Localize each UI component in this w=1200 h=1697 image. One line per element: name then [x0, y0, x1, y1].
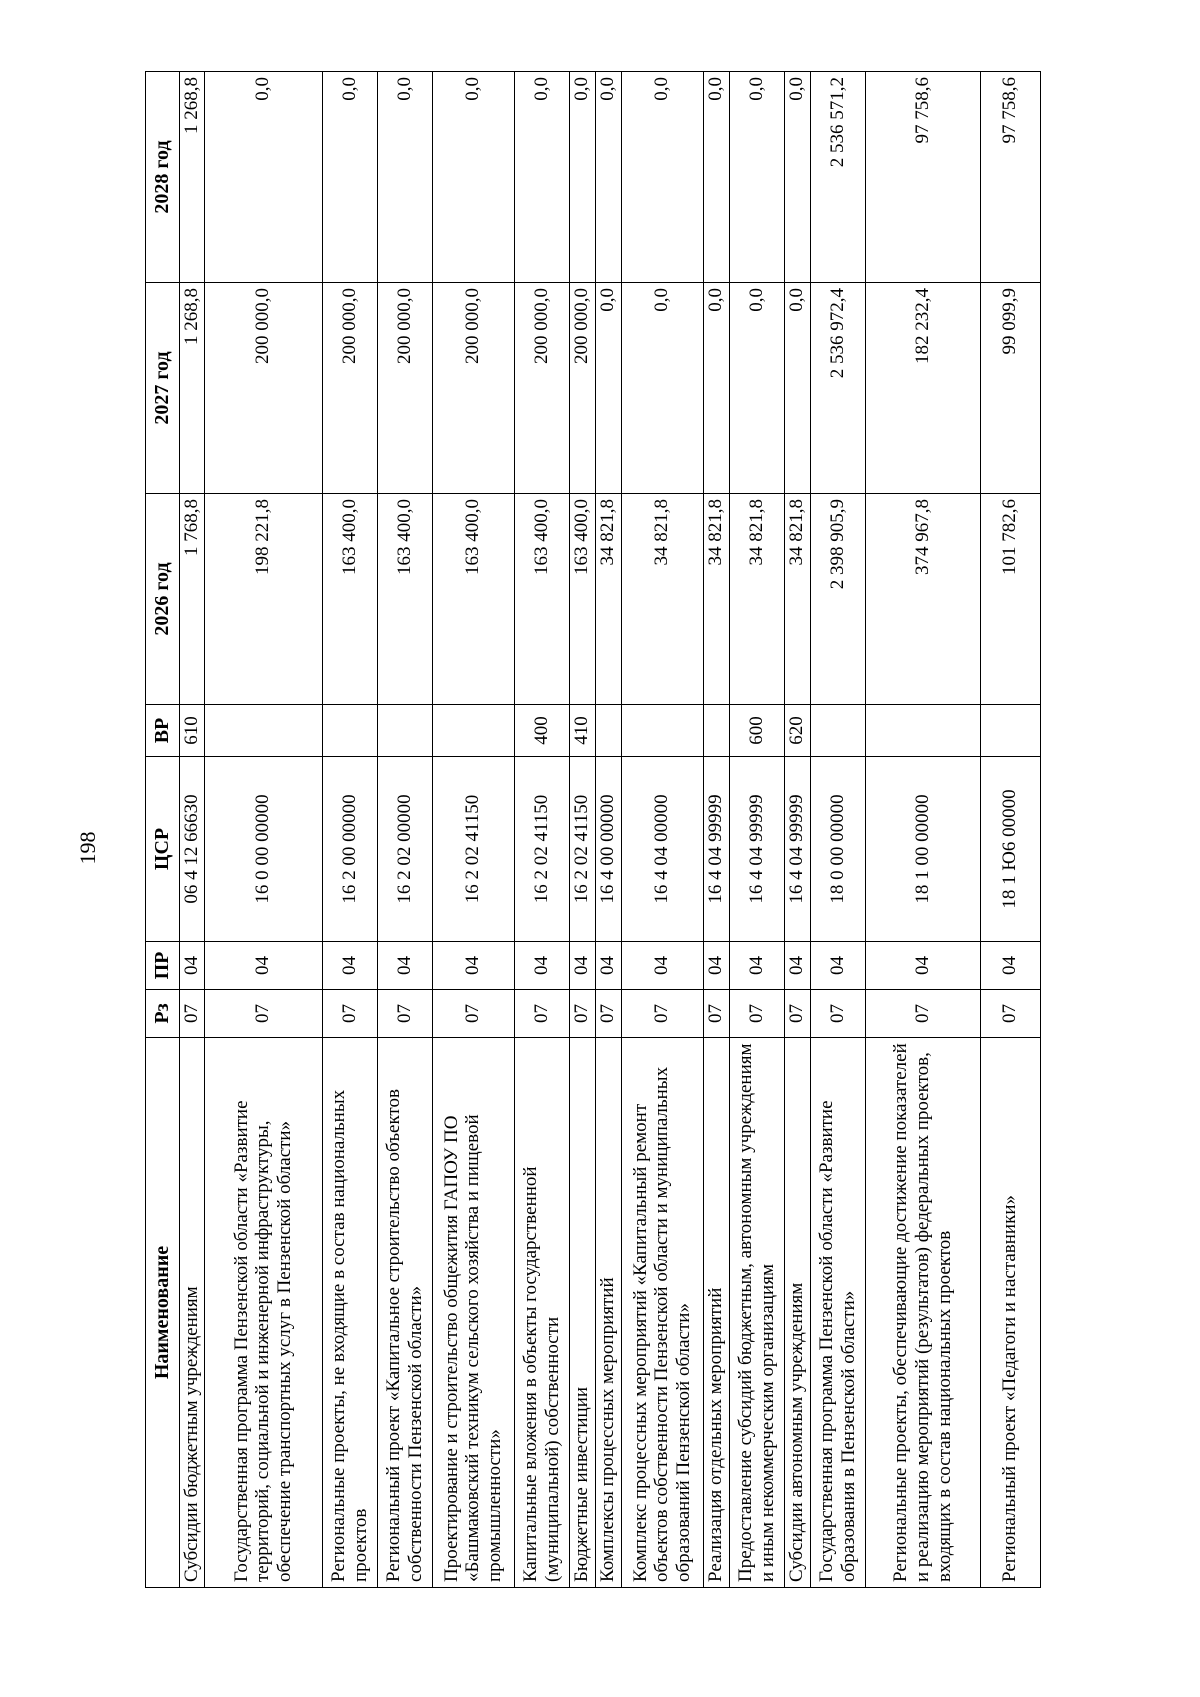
- row-rz: 07: [729, 990, 784, 1038]
- row-2028: 0,0: [322, 72, 377, 283]
- row-pr: 04: [595, 942, 621, 990]
- row-2026: 163 400,0: [377, 494, 432, 705]
- table-row: [729, 72, 784, 1588]
- row-rz: 07: [432, 990, 514, 1038]
- row-name: Региональный проект «Капитальное строительство объектов собственности Пензенской области»: [377, 1038, 432, 1588]
- table-row: [784, 72, 810, 1588]
- row-2027: 200 000,0: [569, 283, 595, 494]
- row-2026: 1 768,8: [180, 494, 205, 705]
- table-row: [865, 72, 980, 1588]
- row-2028: 0,0: [621, 72, 703, 283]
- row-name: Государственная программа Пензенской области «Развитие образования в Пензенской области»: [810, 1038, 865, 1588]
- row-2026: 34 821,8: [729, 494, 784, 705]
- header-2028: 2028 год: [146, 72, 180, 283]
- row-2026: 101 782,6: [980, 494, 1040, 705]
- row-2028: 1 268,8: [180, 72, 205, 283]
- row-name: Капитальные вложения в объекты государственной (муниципальной) собственности: [514, 1038, 569, 1588]
- row-pr: 04: [621, 942, 703, 990]
- table-row: [595, 72, 621, 1588]
- row-vr: [810, 705, 865, 757]
- row-vr: [703, 705, 729, 757]
- row-name: Предоставление субсидий бюджетным, автономным учреждениям и иным некоммерческим организациям: [729, 1038, 784, 1588]
- row-name: Проектирование и строительство общежития ГАПОУ ПО «Башмаковский техникум сельского хозяйства и пищевой промышленности»: [432, 1038, 514, 1588]
- row-pr: 04: [204, 942, 322, 990]
- row-vr: 620: [784, 705, 810, 757]
- row-pr: 04: [514, 942, 569, 990]
- row-name: Бюджетные инвестиции: [569, 1038, 595, 1588]
- row-rz: 07: [980, 990, 1040, 1038]
- row-2028: 0,0: [569, 72, 595, 283]
- row-rz: 07: [377, 990, 432, 1038]
- page-number: 198: [75, 831, 100, 865]
- row-name: Региональные проекты, обеспечивающие достижение показателей и реализацию мероприятий (результатов) федеральных проектов, входящих в состав национальных проектов: [865, 1038, 980, 1588]
- row-rz: 07: [569, 990, 595, 1038]
- row-pr: 04: [180, 942, 205, 990]
- row-csr: 16 2 02 41150: [569, 757, 595, 942]
- row-2028: 97 758,6: [980, 72, 1040, 283]
- table-row: [377, 72, 432, 1588]
- row-csr: 16 4 04 99999: [703, 757, 729, 942]
- row-csr: 16 0 00 00000: [204, 757, 322, 942]
- row-csr: 16 2 02 41150: [432, 757, 514, 942]
- row-pr: 04: [569, 942, 595, 990]
- row-csr: 16 2 02 41150: [514, 757, 569, 942]
- row-rz: 07: [784, 990, 810, 1038]
- row-csr: 18 1 00 00000: [865, 757, 980, 942]
- row-2026: 163 400,0: [569, 494, 595, 705]
- row-2026: 163 400,0: [322, 494, 377, 705]
- header-name: Наименование: [146, 1038, 180, 1588]
- row-rz: 07: [204, 990, 322, 1038]
- row-2027: 200 000,0: [432, 283, 514, 494]
- row-2028: 0,0: [784, 72, 810, 283]
- row-rz: 07: [810, 990, 865, 1038]
- row-csr: 16 2 00 00000: [322, 757, 377, 942]
- row-pr: 04: [322, 942, 377, 990]
- row-2027: 200 000,0: [322, 283, 377, 494]
- row-name: Комплексы процессных мероприятий: [595, 1038, 621, 1588]
- row-pr: 04: [377, 942, 432, 990]
- row-2026: 34 821,8: [784, 494, 810, 705]
- row-vr: [204, 705, 322, 757]
- table-row: [621, 72, 703, 1588]
- row-2028: 2 536 571,2: [810, 72, 865, 283]
- row-2026: 163 400,0: [514, 494, 569, 705]
- row-name: Региональные проекты, не входящие в состав национальных проектов: [322, 1038, 377, 1588]
- row-2027: 0,0: [595, 283, 621, 494]
- row-csr: 16 4 00 00000: [595, 757, 621, 942]
- row-2028: 0,0: [514, 72, 569, 283]
- row-csr: 16 2 02 00000: [377, 757, 432, 942]
- row-vr: 610: [180, 705, 205, 757]
- table-row: [980, 72, 1040, 1588]
- row-rz: 07: [621, 990, 703, 1038]
- row-2027: 200 000,0: [377, 283, 432, 494]
- row-pr: 04: [784, 942, 810, 990]
- row-2028: 0,0: [595, 72, 621, 283]
- row-2026: 34 821,8: [595, 494, 621, 705]
- table-body: [180, 72, 1041, 1588]
- row-pr: 04: [810, 942, 865, 990]
- row-2027: 0,0: [784, 283, 810, 494]
- row-2027: 0,0: [703, 283, 729, 494]
- row-vr: 410: [569, 705, 595, 757]
- row-2027: 200 000,0: [514, 283, 569, 494]
- header-2026: 2026 год: [146, 494, 180, 705]
- row-rz: 07: [322, 990, 377, 1038]
- row-name: Государственная программа Пензенской области «Развитие территорий, социальной и инженерной инфраструктуры, обеспечение транспортных услуг в Пензенской области»: [204, 1038, 322, 1588]
- row-name: Комплекс процессных мероприятий «Капитальный ремонт объектов собственности Пензенской области и муниципальных образований Пензенской области»: [621, 1038, 703, 1588]
- row-2027: 99 099,9: [980, 283, 1040, 494]
- row-csr: 16 4 04 99999: [729, 757, 784, 942]
- row-pr: 04: [865, 942, 980, 990]
- row-csr: 16 4 04 00000: [621, 757, 703, 942]
- row-2028: 0,0: [204, 72, 322, 283]
- header-rz: Рз: [146, 990, 180, 1038]
- row-vr: [377, 705, 432, 757]
- header-vr: ВР: [146, 705, 180, 757]
- row-pr: 04: [703, 942, 729, 990]
- row-vr: [621, 705, 703, 757]
- row-rz: 07: [703, 990, 729, 1038]
- row-rz: 07: [180, 990, 205, 1038]
- row-2026: 34 821,8: [621, 494, 703, 705]
- row-rz: 07: [514, 990, 569, 1038]
- header-2027: 2027 год: [146, 283, 180, 494]
- row-2028: 0,0: [729, 72, 784, 283]
- row-name: Региональный проект «Педагоги и наставники»: [980, 1038, 1040, 1588]
- row-vr: [595, 705, 621, 757]
- table-row: [569, 72, 595, 1588]
- row-2028: 97 758,6: [865, 72, 980, 283]
- row-2026: 163 400,0: [432, 494, 514, 705]
- row-vr: [432, 705, 514, 757]
- row-vr: [865, 705, 980, 757]
- row-2027: 2 536 972,4: [810, 283, 865, 494]
- header-csr: ЦСР: [146, 757, 180, 942]
- row-csr: 06 4 12 66630: [180, 757, 205, 942]
- row-2026: 2 398 905,9: [810, 494, 865, 705]
- budget-table: [145, 71, 1041, 1588]
- row-2027: 0,0: [621, 283, 703, 494]
- table-row: [204, 72, 322, 1588]
- row-2028: 0,0: [432, 72, 514, 283]
- row-csr: 16 4 04 99999: [784, 757, 810, 942]
- row-rz: 07: [595, 990, 621, 1038]
- row-pr: 04: [432, 942, 514, 990]
- row-pr: 04: [980, 942, 1040, 990]
- row-2028: 0,0: [703, 72, 729, 283]
- row-2026: 34 821,8: [703, 494, 729, 705]
- table-row: [703, 72, 729, 1588]
- row-2028: 0,0: [377, 72, 432, 283]
- table-row: [810, 72, 865, 1588]
- table-header-row: [146, 72, 180, 1588]
- table-row: [180, 72, 205, 1588]
- row-name: Субсидии автономным учреждениям: [784, 1038, 810, 1588]
- row-2026: 374 967,8: [865, 494, 980, 705]
- row-2027: 200 000,0: [204, 283, 322, 494]
- row-2027: 1 268,8: [180, 283, 205, 494]
- row-2026: 198 221,8: [204, 494, 322, 705]
- table-row: [514, 72, 569, 1588]
- row-name: Субсидии бюджетным учреждениям: [180, 1038, 205, 1588]
- row-pr: 04: [729, 942, 784, 990]
- row-2027: 0,0: [729, 283, 784, 494]
- rotated-table-frame: [145, 72, 1021, 1588]
- row-vr: 600: [729, 705, 784, 757]
- row-vr: [322, 705, 377, 757]
- row-2027: 182 232,4: [865, 283, 980, 494]
- row-csr: 18 1 Ю6 00000: [980, 757, 1040, 942]
- header-pr: ПР: [146, 942, 180, 990]
- row-csr: 18 0 00 00000: [810, 757, 865, 942]
- row-name: Реализация отдельных мероприятий: [703, 1038, 729, 1588]
- table-row: [322, 72, 377, 1588]
- row-rz: 07: [865, 990, 980, 1038]
- row-vr: 400: [514, 705, 569, 757]
- row-vr: [980, 705, 1040, 757]
- table-row: [432, 72, 514, 1588]
